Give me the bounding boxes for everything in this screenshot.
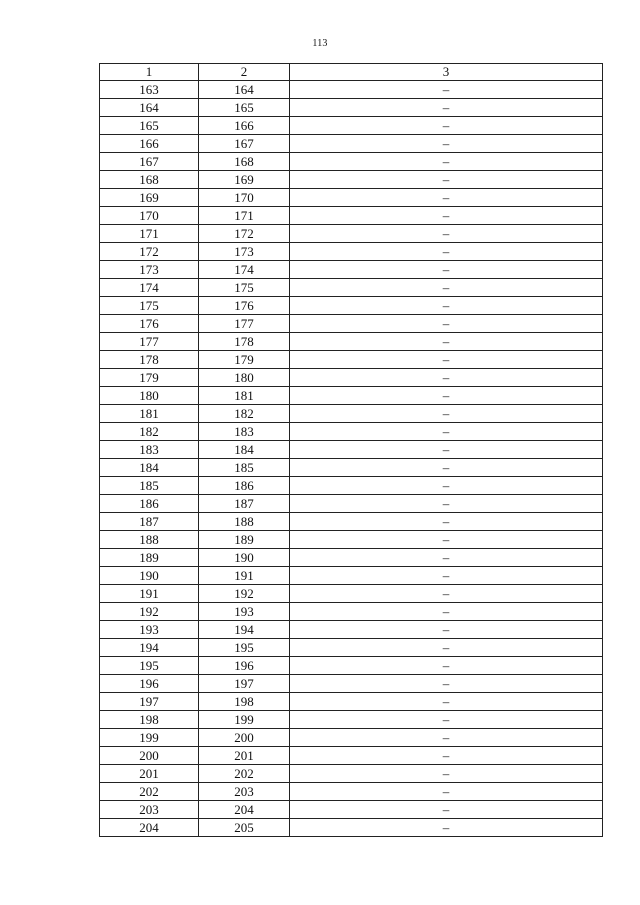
table-row	[100, 783, 603, 801]
table-cell-col-3: –	[290, 783, 603, 801]
table-cell-col-2: 203	[199, 783, 290, 801]
table-cell-col-2: 185	[199, 459, 290, 477]
table-row	[100, 531, 603, 549]
table-cell-col-1: 202	[100, 783, 199, 801]
table-row	[100, 423, 603, 441]
table-cell-col-3: –	[290, 513, 603, 531]
table-cell-col-1: 182	[100, 423, 199, 441]
table-row	[100, 747, 603, 765]
table-cell-col-2: 171	[199, 207, 290, 225]
table-cell-col-3: –	[290, 351, 603, 369]
table-cell-col-1: 169	[100, 189, 199, 207]
table-cell-col-2: 193	[199, 603, 290, 621]
data-table	[99, 63, 603, 837]
table-row	[100, 513, 603, 531]
table-cell-col-1: 170	[100, 207, 199, 225]
table-row	[100, 99, 603, 117]
table-row	[100, 279, 603, 297]
table-row	[100, 189, 603, 207]
table-cell-col-3: –	[290, 81, 603, 99]
table-row	[100, 801, 603, 819]
table-cell-col-2: 164	[199, 81, 290, 99]
table-cell-col-2: 202	[199, 765, 290, 783]
table-cell-col-2: 174	[199, 261, 290, 279]
table-cell-col-2: 177	[199, 315, 290, 333]
table-cell-col-2: 205	[199, 819, 290, 837]
table-cell-col-3: –	[290, 567, 603, 585]
table-row	[100, 387, 603, 405]
table-cell-col-2: 198	[199, 693, 290, 711]
table-cell-col-3: –	[290, 585, 603, 603]
table-cell-col-2: 201	[199, 747, 290, 765]
table-cell-col-1: 180	[100, 387, 199, 405]
table-cell-col-3: –	[290, 333, 603, 351]
table-cell-col-1: 188	[100, 531, 199, 549]
table-cell-col-3: –	[290, 765, 603, 783]
table-cell-col-1: 204	[100, 819, 199, 837]
table-cell-col-2: 166	[199, 117, 290, 135]
table-cell-col-3: –	[290, 531, 603, 549]
table-row	[100, 369, 603, 387]
table-cell-col-3: –	[290, 693, 603, 711]
table-row	[100, 603, 603, 621]
table-cell-col-1: 200	[100, 747, 199, 765]
table-cell-col-2: 169	[199, 171, 290, 189]
table-row	[100, 657, 603, 675]
table-cell-col-2: 204	[199, 801, 290, 819]
table-cell-col-2: 182	[199, 405, 290, 423]
table-cell-col-3: –	[290, 657, 603, 675]
table-cell-col-2: 172	[199, 225, 290, 243]
table-cell-col-2: 173	[199, 243, 290, 261]
table-cell-col-3: –	[290, 675, 603, 693]
table-cell-col-2: 199	[199, 711, 290, 729]
table-row	[100, 711, 603, 729]
table-cell-col-1: 197	[100, 693, 199, 711]
table-cell-col-3: –	[290, 423, 603, 441]
table-row	[100, 243, 603, 261]
table-row	[100, 351, 603, 369]
table-cell-col-3: –	[290, 621, 603, 639]
table-body	[100, 81, 603, 837]
table-row	[100, 639, 603, 657]
table-row	[100, 693, 603, 711]
table-cell-col-2: 181	[199, 387, 290, 405]
table-cell-col-3: –	[290, 711, 603, 729]
table-row	[100, 315, 603, 333]
table-cell-col-1: 189	[100, 549, 199, 567]
table-cell-col-1: 168	[100, 171, 199, 189]
table-row	[100, 567, 603, 585]
page-number: 113	[312, 38, 328, 49]
table-cell-col-1: 201	[100, 765, 199, 783]
table-cell-col-2: 179	[199, 351, 290, 369]
table-cell-col-1: 176	[100, 315, 199, 333]
table-row	[100, 135, 603, 153]
table-cell-col-2: 183	[199, 423, 290, 441]
table-cell-col-3: –	[290, 495, 603, 513]
table-cell-col-3: –	[290, 801, 603, 819]
table-cell-col-1: 190	[100, 567, 199, 585]
table-cell-col-1: 196	[100, 675, 199, 693]
table-cell-col-1: 184	[100, 459, 199, 477]
table-cell-col-3: –	[290, 207, 603, 225]
table-cell-col-3: –	[290, 819, 603, 837]
table-cell-col-3: –	[290, 639, 603, 657]
table-row	[100, 117, 603, 135]
table-row	[100, 333, 603, 351]
table-row	[100, 477, 603, 495]
table-cell-col-1: 173	[100, 261, 199, 279]
column-header-1: 1	[100, 64, 199, 81]
table-cell-col-2: 190	[199, 549, 290, 567]
table-cell-col-3: –	[290, 189, 603, 207]
table-cell-col-2: 186	[199, 477, 290, 495]
table-cell-col-3: –	[290, 405, 603, 423]
table-cell-col-3: –	[290, 99, 603, 117]
table-cell-col-1: 185	[100, 477, 199, 495]
table-cell-col-1: 175	[100, 297, 199, 315]
table-cell-col-2: 175	[199, 279, 290, 297]
table-cell-col-2: 165	[199, 99, 290, 117]
table-cell-col-1: 192	[100, 603, 199, 621]
table-row	[100, 549, 603, 567]
table-cell-col-1: 195	[100, 657, 199, 675]
table-cell-col-2: 191	[199, 567, 290, 585]
table-cell-col-1: 203	[100, 801, 199, 819]
table-cell-col-3: –	[290, 459, 603, 477]
table-row	[100, 819, 603, 837]
table-row	[100, 225, 603, 243]
table-cell-col-2: 189	[199, 531, 290, 549]
table-cell-col-3: –	[290, 315, 603, 333]
table-cell-col-1: 194	[100, 639, 199, 657]
table-row	[100, 207, 603, 225]
table-cell-col-3: –	[290, 549, 603, 567]
table-cell-col-1: 191	[100, 585, 199, 603]
table-row	[100, 495, 603, 513]
table-row	[100, 261, 603, 279]
table-cell-col-3: –	[290, 171, 603, 189]
table-cell-col-2: 188	[199, 513, 290, 531]
table-cell-col-1: 177	[100, 333, 199, 351]
table-cell-col-3: –	[290, 477, 603, 495]
table-cell-col-1: 187	[100, 513, 199, 531]
table-row	[100, 171, 603, 189]
table-cell-col-1: 198	[100, 711, 199, 729]
table-cell-col-3: –	[290, 153, 603, 171]
table-cell-col-2: 180	[199, 369, 290, 387]
table-cell-col-1: 178	[100, 351, 199, 369]
table-header-row	[100, 64, 603, 81]
table-row	[100, 153, 603, 171]
table-cell-col-2: 194	[199, 621, 290, 639]
table-cell-col-1: 199	[100, 729, 199, 747]
table-cell-col-2: 168	[199, 153, 290, 171]
column-header-2: 2	[199, 64, 290, 81]
table-cell-col-1: 163	[100, 81, 199, 99]
table-row	[100, 765, 603, 783]
table-row	[100, 585, 603, 603]
table-cell-col-1: 183	[100, 441, 199, 459]
table-cell-col-3: –	[290, 369, 603, 387]
table-cell-col-1: 171	[100, 225, 199, 243]
table-cell-col-3: –	[290, 297, 603, 315]
table-row	[100, 729, 603, 747]
table-cell-col-1: 181	[100, 405, 199, 423]
table-cell-col-2: 176	[199, 297, 290, 315]
table-cell-col-3: –	[290, 387, 603, 405]
table-cell-col-1: 186	[100, 495, 199, 513]
table-cell-col-2: 192	[199, 585, 290, 603]
table-cell-col-1: 164	[100, 99, 199, 117]
table-cell-col-2: 170	[199, 189, 290, 207]
table-cell-col-3: –	[290, 243, 603, 261]
table-cell-col-3: –	[290, 279, 603, 297]
table-row	[100, 297, 603, 315]
table-row	[100, 459, 603, 477]
table-cell-col-2: 178	[199, 333, 290, 351]
table-cell-col-2: 196	[199, 657, 290, 675]
table-cell-col-2: 197	[199, 675, 290, 693]
table-cell-col-2: 187	[199, 495, 290, 513]
table-row	[100, 621, 603, 639]
table-cell-col-2: 184	[199, 441, 290, 459]
table-cell-col-3: –	[290, 747, 603, 765]
table-row	[100, 405, 603, 423]
column-header-3: 3	[290, 64, 603, 81]
table-cell-col-1: 167	[100, 153, 199, 171]
table-cell-col-3: –	[290, 261, 603, 279]
table-cell-col-1: 174	[100, 279, 199, 297]
table-cell-col-1: 179	[100, 369, 199, 387]
table-cell-col-3: –	[290, 117, 603, 135]
table-cell-col-3: –	[290, 729, 603, 747]
table-cell-col-2: 195	[199, 639, 290, 657]
table-cell-col-3: –	[290, 603, 603, 621]
table-cell-col-1: 193	[100, 621, 199, 639]
table-cell-col-1: 172	[100, 243, 199, 261]
table-cell-col-2: 167	[199, 135, 290, 153]
table-cell-col-1: 166	[100, 135, 199, 153]
table-row	[100, 81, 603, 99]
table-row	[100, 441, 603, 459]
table-cell-col-3: –	[290, 135, 603, 153]
table-cell-col-3: –	[290, 441, 603, 459]
table-cell-col-2: 200	[199, 729, 290, 747]
table-cell-col-3: –	[290, 225, 603, 243]
table-row	[100, 675, 603, 693]
table-cell-col-1: 165	[100, 117, 199, 135]
